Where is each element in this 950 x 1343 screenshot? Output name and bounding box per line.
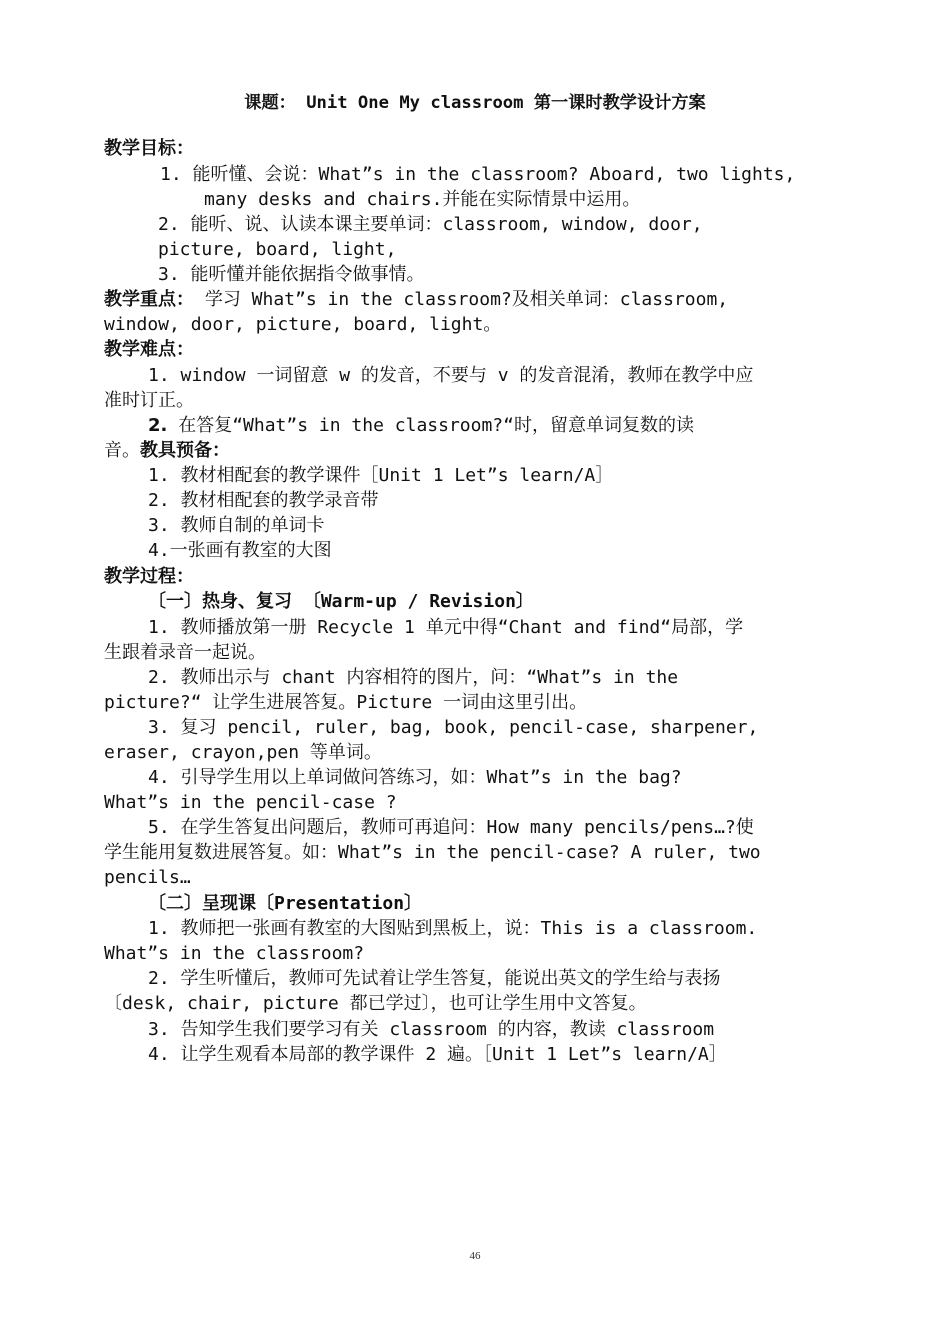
materials-line <box>104 438 230 463</box>
page-number: 46 <box>469 1250 481 1262</box>
difficulty-text: 在答复“What”s in the classroom?“时，留意单词复数的读 <box>167 415 694 436</box>
part2-line: 4. 让学生观看本局部的教学课件 2 遍。［Unit 1 Let”s learn/A］ <box>148 1044 727 1065</box>
material-item: 4.一张画有教室的大图 <box>148 540 332 561</box>
objective-line: picture, board, light, <box>158 239 397 260</box>
difficulties-heading: 教学难点： <box>104 339 194 360</box>
part1-line: 生跟着录音一起说。 <box>104 642 266 663</box>
part2-line: 2. 学生听懂后，教师可先试着让学生答复，能说出英文的学生给与表扬 <box>148 968 721 989</box>
part1-heading: 〔一〕热身、复习 〔Warm-up / Revision〕 <box>148 591 534 612</box>
part2-heading: 〔二〕呈现课〔Presentation〕 <box>148 893 423 914</box>
part2-line: 1. 教师把一张画有教室的大图贴到黑板上，说：This is a classroom. <box>148 918 758 939</box>
part1-line: pencils… <box>104 867 191 888</box>
part1-line: picture?“ 让学生进展答复。Picture 一词由这里引出。 <box>104 692 588 713</box>
part2-line: 3. 告知学生我们要学习有关 classroom 的内容，教读 classroom <box>148 1019 715 1040</box>
process-heading: 教学过程： <box>104 566 194 587</box>
difficulty-line <box>148 413 694 438</box>
part1-line: 学生能用复数进展答复。如：What”s in the pencil-case? A ruler, two <box>104 842 761 863</box>
part1-line: 3. 复习 pencil, ruler, bag, book, pencil-case, sharpener, <box>148 717 759 738</box>
objective-line: 1. 能听懂、会说：What”s in the classroom? Aboard, two lights, <box>160 164 796 185</box>
part1-line: eraser, crayon,pen 等单词。 <box>104 742 382 763</box>
difficulty-continuation: 音。 <box>104 440 140 461</box>
key-points-line: window, door, picture, board, light。 <box>104 314 502 335</box>
difficulty-number: 2. <box>148 415 168 436</box>
objective-line: 2. 能听、说、认读本课主要单词：classroom, window, door, <box>158 214 703 235</box>
page-title: 课题： Unit One My classroom 第一课时教学设计方案 <box>244 93 706 113</box>
material-item: 1. 教材相配套的教学课件［Unit 1 Let”s learn/A］ <box>148 465 614 486</box>
material-item: 2. 教材相配套的教学录音带 <box>148 490 379 511</box>
part1-line: What”s in the pencil-case ? <box>104 792 397 813</box>
part1-line: 5. 在学生答复出问题后，教师可再追问：How many pencils/pens…?使 <box>148 817 754 838</box>
material-item: 3. 教师自制的单词卡 <box>148 515 325 536</box>
objective-line: 3. 能听懂并能依据指令做事情。 <box>158 264 425 285</box>
part1-line: 4. 引导学生用以上单词做问答练习，如：What”s in the bag? <box>148 767 682 788</box>
part2-line: What”s in the classroom? <box>104 943 365 964</box>
part1-line: 1. 教师播放第一册 Recycle 1 单元中得“Chant and find“局部，学 <box>148 617 744 638</box>
objective-line: many desks and chairs.并能在实际情景中运用。 <box>204 189 641 210</box>
key-points-heading: 教学重点： <box>104 289 194 310</box>
part1-line: 2. 教师出示与 chant 内容相符的图片，问：“What”s in the <box>148 667 679 688</box>
part2-line: 〔desk, chair, picture 都已学过〕，也可让学生用中文答复。 <box>104 993 647 1014</box>
key-points-line <box>104 287 728 312</box>
difficulty-line: 1. window 一词留意 w 的发音，不要与 v 的发音混淆，教师在教学中应 <box>148 365 754 386</box>
key-points-text: 学习 What”s in the classroom?及相关单词：classroom, <box>194 289 729 310</box>
materials-heading: 教具预备： <box>140 440 230 461</box>
objectives-heading: 教学目标： <box>104 138 194 159</box>
difficulty-line: 准时订正。 <box>104 390 194 411</box>
